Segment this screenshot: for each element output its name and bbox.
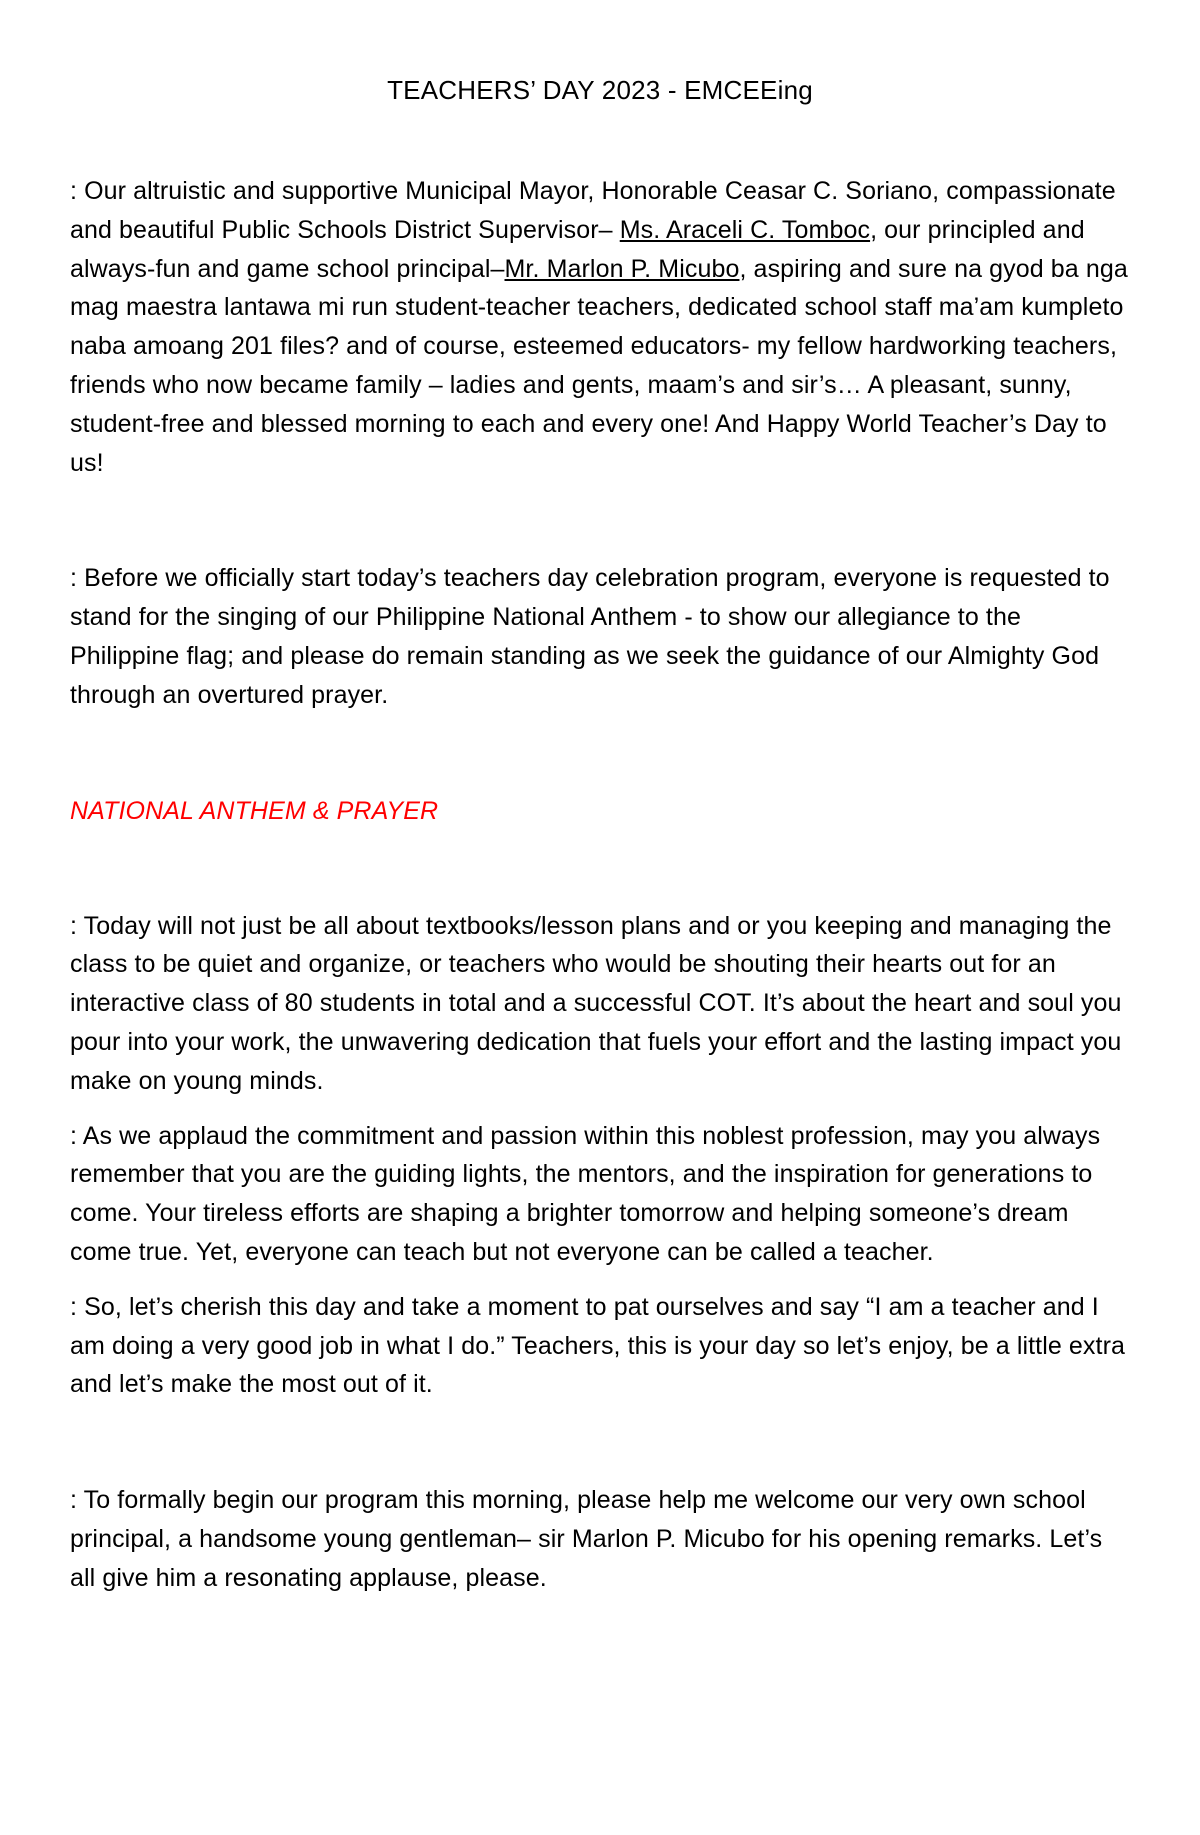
spacer (70, 1101, 1130, 1117)
applaud-paragraph: : As we applaud the commitment and passion within this noblest profession, may you always remember that you are the guiding lights, the mentors, and the inspiration for generations to come. Your tireless efforts are shaping a brighter tomorrow and helping someone’s dream come true. Yet, everyone can teach but not everyone can be called a teacher. (70, 1121, 1101, 1266)
document-title: TEACHERS’ DAY 2023 - EMCEEing (387, 75, 813, 105)
greeting-text-part1: : Our altruistic and supportive Municipal Mayor, Honorable Ceasar C. Soriano, compassionate and beautiful Public Schools District Supervisor– (70, 177, 1116, 244)
cherish-paragraph: : So, let’s cherish this day and take a moment to pat ourselves and say “I am a teacher and I am doing a very good job in what I do.” Teachers, this is your day so let’s enjoy, be a little extra and let’s make the most out of it. (70, 1292, 1126, 1399)
anthem-request-paragraph: : Before we officially start today’s teachers day celebration program, everyone is requested to stand for the singing of our Philippine National Anthem - to show our allegiance to the Philippine flag; and please do remain standing as we seek the guidance of our Almighty God through an overtured prayer. (70, 564, 1110, 709)
opening-greeting-paragraph (70, 172, 1130, 482)
spacer (70, 482, 1130, 559)
section-heading: NATIONAL ANTHEM & PRAYER (70, 796, 439, 825)
today-paragraph: : Today will not just be all about textbooks/lesson plans and or you keeping and managing the class to be quiet and organize, or teachers who would be shouting their hearts out for an interactive class of 80 students in total and a successful COT. It’s about the heart and soul you pour into your work, the unwavering dedication that fuels your effort and the lasting impact you make on young minds. (70, 911, 1122, 1095)
principal-name: Mr. Marlon P. Micubo (504, 254, 740, 283)
spacer (70, 1272, 1130, 1288)
spacer (70, 830, 1130, 907)
spacer (70, 1404, 1130, 1481)
spacer (70, 715, 1130, 792)
welcome-principal-paragraph: : To formally begin our program this morning, please help me welcome our very own school principal, a handsome young gentleman– sir Marlon P. Micubo for his opening remarks. Let’s all give him a resonating applause, please. (70, 1486, 1103, 1592)
greeting-text-part3: , aspiring and sure na gyod ba nga mag maestra lantawa mi run student-teacher teachers, dedicated school staff ma’am kumpleto naba amoang 201 files? and of course, esteemed educators- my fellow hardworking teachers, friends who now became family – ladies and gents, maam’s and sir’s… A pleasant, sunny, student-free and blessed morning to each and every one! And Happy World Teacher’s Day to us! (70, 254, 1128, 477)
supervisor-name: Ms. Araceli C. Tomboc (619, 215, 871, 244)
greeting-text-part2: , our principled and always-fun and game school principal– (70, 215, 1085, 283)
